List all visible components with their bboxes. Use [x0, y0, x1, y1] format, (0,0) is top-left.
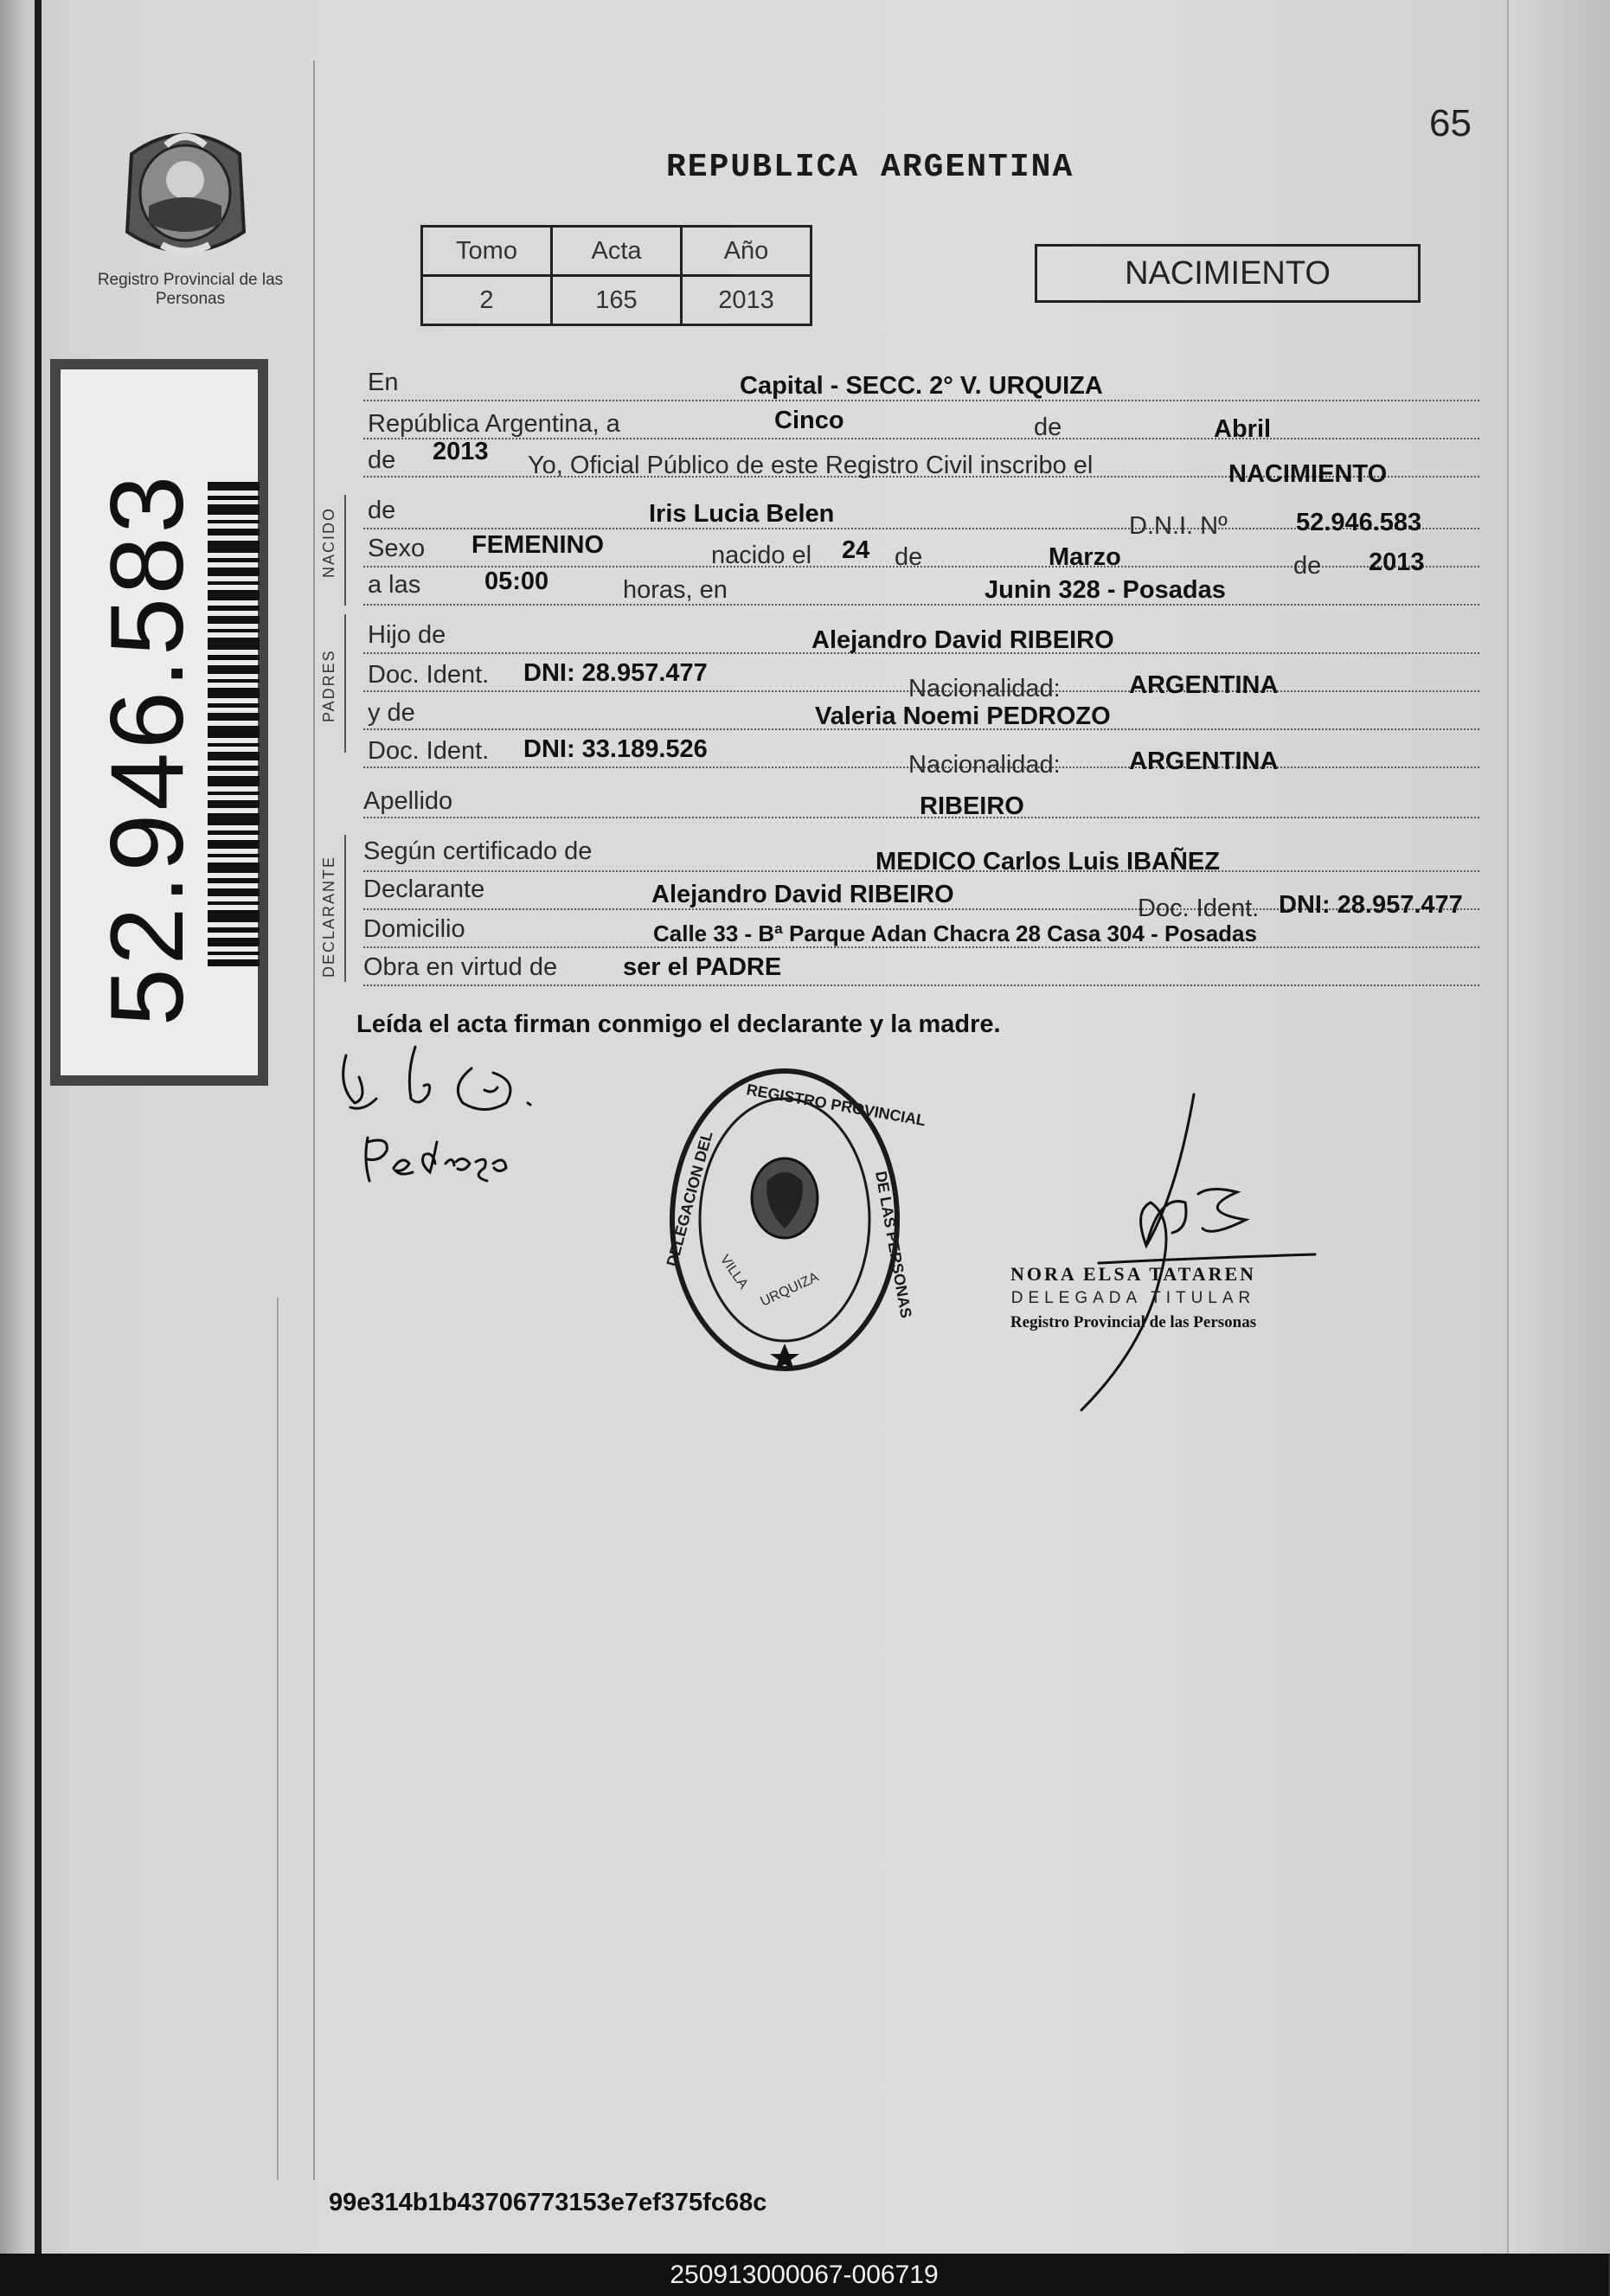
value-sexo: FEMENINO — [471, 531, 605, 559]
value-name: Iris Lucia Belen — [649, 500, 835, 528]
row-hora — [363, 566, 1479, 606]
label-doc-ident-3: Doc. Ident. — [1138, 895, 1260, 922]
label-certificado: Según certificado de — [363, 837, 593, 865]
value-mother: Valeria Noemi PEDROZO — [815, 702, 1111, 730]
footer-code: 250913000067-006719 — [0, 2254, 1608, 2296]
value-domicilio: Calle 33 - Bª Parque Adan Chacra 28 Casa 304 - Posadas — [653, 920, 1257, 946]
section-label-padres: PADRES — [320, 649, 337, 722]
official-registry: Registro Provincial de las Personas — [1010, 1313, 1257, 1331]
value-month: Abril — [1214, 415, 1272, 443]
label-en: En — [368, 369, 399, 396]
section-label-declarante: DECLARANTE — [320, 855, 337, 978]
table-header-ano: Año — [682, 227, 811, 276]
label-horas-en: horas, en — [623, 576, 728, 604]
margin-line-lower — [277, 1298, 279, 2180]
registry-name: Registro Provincial de las Personas — [97, 271, 284, 308]
label-republica: República Argentina, a — [368, 410, 620, 438]
row-republica — [363, 400, 1479, 443]
value-declarante-doc: DNI: 28.957.477 — [1279, 891, 1463, 919]
text-yo-oficial: Yo, Oficial Público de este Registro Civil inscribo el — [528, 452, 1094, 479]
value-apellido: RIBEIRO — [920, 792, 1024, 820]
value-declarante: Alejandro David RIBEIRO — [651, 881, 954, 908]
table-value-acta: 165 — [552, 276, 682, 325]
row-apellido — [363, 779, 1479, 818]
row-en — [363, 362, 1479, 401]
label-de3: de — [368, 497, 396, 524]
label-obra: Obra en virtud de — [363, 953, 558, 981]
svg-text:DELEGACION DEL: DELEGACION DEL — [663, 1129, 716, 1269]
label-de2: de — [368, 446, 396, 474]
row-domicilio — [363, 908, 1479, 948]
barcode-icon — [208, 482, 260, 966]
page-right-edge — [1507, 0, 1610, 2254]
table-header-tomo: Tomo — [422, 227, 552, 276]
official-name: NORA ELSA TATAREN — [1010, 1263, 1257, 1285]
label-de: de — [1034, 414, 1062, 441]
page-number: 65 — [1429, 102, 1472, 144]
label-a-las: a las — [368, 571, 421, 599]
table-value-tomo: 2 — [422, 276, 552, 325]
label-de5: de — [1293, 552, 1322, 580]
row-father-doc — [363, 652, 1479, 702]
value-certificado: MEDICO Carlos Luis IBAÑEZ — [876, 848, 1220, 875]
nacido-bracket — [344, 495, 346, 606]
row-certificado — [363, 832, 1479, 875]
row-hijo — [363, 614, 1479, 654]
binding-spine — [35, 0, 42, 2254]
label-doc-ident-2: Doc. Ident. — [368, 737, 490, 765]
svg-text:URQUIZA: URQUIZA — [758, 1269, 821, 1310]
official-signature — [952, 1090, 1315, 1419]
row-nombre — [363, 490, 1479, 540]
label-nacionalidad: Nacionalidad: — [908, 675, 1061, 702]
value-en: Capital - SECC. 2° V. URQUIZA — [740, 372, 1103, 400]
record-type-box: NACIMIENTO — [1035, 244, 1421, 303]
value-obra: ser el PADRE — [623, 953, 782, 981]
section-label-nacido: NACIDO — [320, 506, 337, 578]
document-hash: 99e314b1b43706773153e7ef375fc68c — [329, 2189, 767, 2216]
label-de4: de — [895, 543, 923, 571]
row-mother — [363, 690, 1479, 730]
table-value-ano: 2013 — [682, 276, 811, 325]
padres-bracket — [344, 614, 346, 753]
svg-text:REGISTRO PROVINCIAL: REGISTRO PROVINCIAL — [745, 1081, 927, 1130]
label-nacido-el: nacido el — [711, 542, 812, 569]
mother-signature — [333, 1034, 593, 1207]
label-dni: D.N.I. Nº — [1129, 512, 1228, 540]
row-obra — [363, 946, 1479, 986]
value-dni: 52.946.583 — [1296, 509, 1422, 536]
registry-seal — [659, 1060, 927, 1380]
declarante-bracket — [344, 835, 346, 982]
value-mother-nat: ARGENTINA — [1129, 747, 1279, 775]
value-place: Junin 328 - Posadas — [985, 576, 1226, 604]
value-time: 05:00 — [484, 568, 549, 595]
barcode-number: 52.946.583 — [89, 471, 205, 1027]
label-apellido: Apellido — [363, 787, 453, 815]
row-declarante — [363, 870, 1479, 922]
value-birth-year: 2013 — [1369, 548, 1425, 576]
label-domicilio: Domicilio — [363, 915, 465, 943]
row-year — [363, 438, 1479, 488]
closing-statement: Leída el acta firman conmigo el declarante y la madre. — [356, 1010, 1001, 1038]
row-sexo — [363, 528, 1479, 580]
svg-text:VILLA: VILLA — [716, 1252, 751, 1292]
registry-table — [420, 225, 812, 326]
label-hijo-de: Hijo de — [368, 621, 446, 649]
label-declarante: Declarante — [363, 875, 485, 903]
document-title: REPUBLICA ARGENTINA — [666, 149, 1074, 186]
svg-text:DE LAS PERSONAS: DE LAS PERSONAS — [872, 1170, 915, 1320]
label-nacionalidad-2: Nacionalidad: — [908, 751, 1061, 779]
margin-line — [313, 61, 315, 2180]
value-father-doc: DNI: 28.957.477 — [523, 659, 708, 687]
label-doc-ident: Doc. Ident. — [368, 661, 490, 689]
table-header-acta: Acta — [552, 227, 682, 276]
value-day: Cinco — [774, 407, 844, 434]
label-sexo: Sexo — [368, 535, 426, 562]
row-mother-doc — [363, 728, 1479, 779]
misiones-emblem-icon — [114, 119, 257, 266]
value-birth-day: 24 — [842, 536, 870, 564]
value-inscribo: NACIMIENTO — [1228, 460, 1388, 488]
label-y-de: y de — [368, 699, 415, 727]
value-birth-month: Marzo — [1049, 543, 1121, 571]
value-father-nat: ARGENTINA — [1129, 671, 1279, 699]
page-left-edge — [0, 0, 61, 2254]
barcode-label — [50, 359, 268, 1086]
value-mother-doc: DNI: 33.189.526 — [523, 735, 708, 763]
value-year: 2013 — [433, 438, 489, 465]
value-father: Alejandro David RIBEIRO — [811, 626, 1114, 654]
official-role: DELEGADA TITULAR — [1010, 1289, 1256, 1307]
